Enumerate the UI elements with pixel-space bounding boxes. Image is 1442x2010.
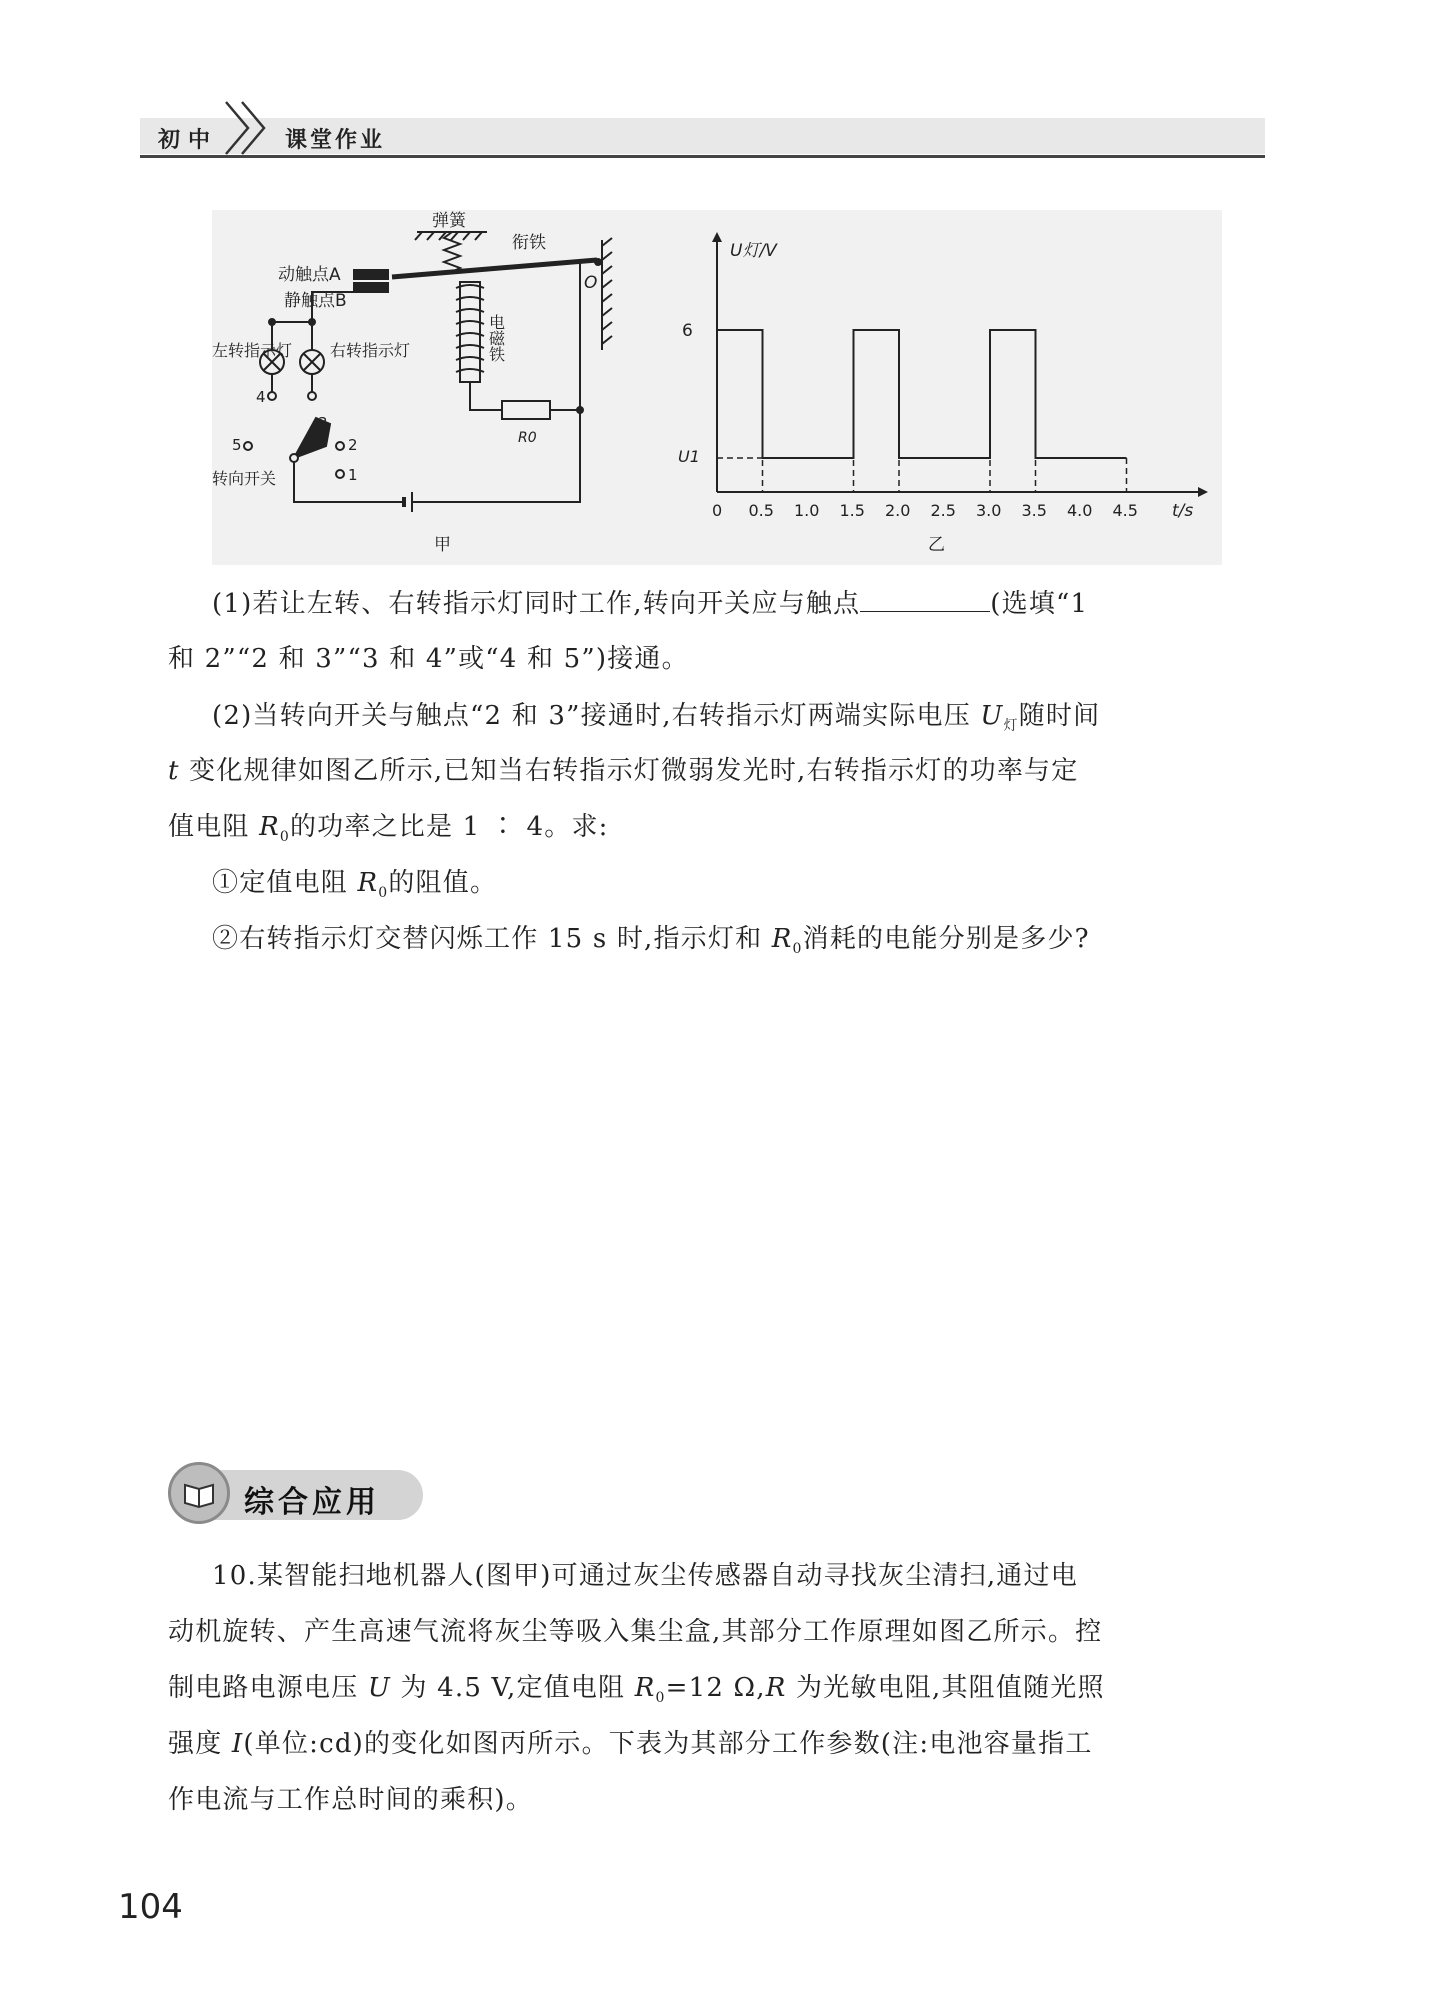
x-tick-label: 3.0 (976, 501, 1002, 520)
sub-0: 0 (655, 1690, 666, 1707)
y-tick-label-6: 6 (682, 321, 693, 341)
voltage-chart (678, 232, 1208, 555)
y-axis-label: U灯/V (730, 241, 777, 261)
var-i: I (231, 1729, 244, 1759)
x-tick-label: 0.5 (748, 501, 774, 520)
q10-text-e: 强度 (168, 1729, 232, 1759)
x-tick-label: 1.5 (839, 501, 865, 520)
section-title: 综合应用 (244, 1485, 380, 1520)
q2-text-a: (2)当转向开关与触点“2 和 3”接通时,右转指示灯两端实际电压 (212, 701, 981, 731)
s2-text-a: ②右转指示灯交替闪烁工作 15 s 时,指示灯和 (212, 924, 772, 954)
right-lamp-label: 右转指示灯 (330, 341, 411, 360)
x-tick-label: 4.0 (1067, 501, 1093, 520)
terminal-5-label: 5 (232, 436, 242, 454)
s1-text-b: 的阻值。 (388, 868, 498, 898)
q1-text-b: (选填“1 (990, 589, 1089, 619)
s1-text-a: ①定值电阻 (212, 868, 358, 898)
q1-line-2: 和 2”“2 和 3”“3 和 4”或“4 和 5”)接通。 (168, 644, 689, 674)
page-number: 104 (118, 1887, 183, 1927)
terminal-1-label: 1 (348, 466, 358, 484)
q2-text-b: 变化规律如图乙所示,已知当右转指示灯微弱发光时,右转指示灯的功率与定 (179, 756, 1079, 786)
q10-line-2: 动机旋转、产生高速气流将灰尘等吸入集尘盒,其部分工作原理如图乙所示。控 (168, 1617, 1103, 1647)
switch-label: 转向开关 (212, 469, 277, 488)
header-rule (140, 155, 1265, 158)
x-tick-label: 0 (712, 501, 723, 520)
page-header (140, 100, 1265, 158)
figure-panel (212, 210, 1222, 565)
figure-jia-caption: 甲 (434, 535, 451, 555)
q10-line-3 (168, 1667, 1105, 1706)
armature-label: 衔铁 (512, 233, 546, 253)
q2-line-3 (168, 806, 609, 845)
voltage-series-line (717, 330, 1127, 458)
q10-text-f: (单位:cd)的变化如图丙所示。下表为其部分工作参数(注:电池容量指工 (243, 1729, 1093, 1759)
x-tick-label: 4.5 (1112, 501, 1138, 520)
answer-blank[interactable] (860, 589, 990, 612)
q2-line-1 (212, 695, 1100, 735)
contact-a-label: 动触点A (278, 265, 341, 285)
q2-text-a2: 随时间 (1018, 701, 1101, 731)
x-axis-label: t/s (1172, 501, 1194, 521)
x-axis-arrow (1198, 487, 1208, 497)
spring-label: 弹簧 (432, 211, 466, 231)
contact-b-label: 静触点B (284, 291, 347, 311)
x-tick-label: 3.5 (1021, 501, 1047, 520)
q10-text-d: 为光敏电阻,其阻值随光照 (786, 1673, 1105, 1703)
resistor-label: R0 (518, 430, 537, 446)
q10-text-a: 制电路电源电压 (168, 1673, 368, 1703)
q1-text-a: (1)若让左转、右转指示灯同时工作,转向开关应与触点 (212, 589, 861, 619)
pivot-label: O (584, 273, 598, 293)
q10-line-1: 10.某智能扫地机器人(图甲)可通过灰尘传感器自动寻找灰尘清扫,通过电 (212, 1561, 1078, 1591)
y-tick-label-u1: U1 (678, 447, 700, 466)
electromagnet-label: 电磁铁 (486, 314, 506, 362)
s2-text-b: 消耗的电能分别是多少? (802, 924, 1090, 954)
q10-text-b: 为 4.5 V,定值电阻 (391, 1673, 635, 1703)
figure-yi-caption: 乙 (928, 535, 945, 555)
x-tick-label: 2.5 (930, 501, 956, 520)
var-r: R (771, 924, 793, 954)
sub-lamp: 灯 (1003, 718, 1019, 735)
var-r: R (259, 812, 280, 842)
sub-question-1 (212, 862, 497, 901)
q2-text-c1: 值电阻 (168, 812, 260, 842)
q2-text-c2: 的功率之比是 1 ∶ 4。求: (289, 812, 609, 842)
q2-line-2 (168, 750, 1078, 787)
x-tick-label: 1.0 (794, 501, 820, 520)
q10-line-5: 作电流与工作总时间的乘积)。 (168, 1785, 533, 1815)
var-t: t (168, 756, 180, 786)
var-u: U (980, 701, 1004, 731)
y-axis-arrow (712, 232, 722, 242)
section-badge (168, 1462, 428, 1528)
q1-line-1 (212, 583, 1088, 620)
terminal-3-label: 3 (318, 414, 328, 432)
terminal-2-label: 2 (348, 436, 358, 454)
terminal-4-label: 4 (256, 388, 266, 406)
header-level: 初中 (158, 128, 219, 153)
sub-0: 0 (279, 829, 290, 846)
left-lamp-label: 左转指示灯 (212, 341, 293, 360)
var-r: R (357, 868, 379, 898)
header-title: 课堂作业 (285, 128, 386, 153)
sub-0: 0 (792, 941, 803, 958)
var-r: R (634, 1673, 656, 1703)
q10-line-4 (168, 1723, 1093, 1760)
double-chevron-icon (218, 100, 278, 156)
sub-question-2 (212, 918, 1090, 957)
book-icon (168, 1462, 230, 1524)
q10-text-c: =12 Ω, (665, 1673, 766, 1703)
var-u: U (367, 1673, 391, 1703)
x-tick-label: 2.0 (885, 501, 911, 520)
figure-svg (212, 210, 1222, 565)
sub-0: 0 (378, 885, 389, 902)
var-r: R (765, 1673, 787, 1703)
